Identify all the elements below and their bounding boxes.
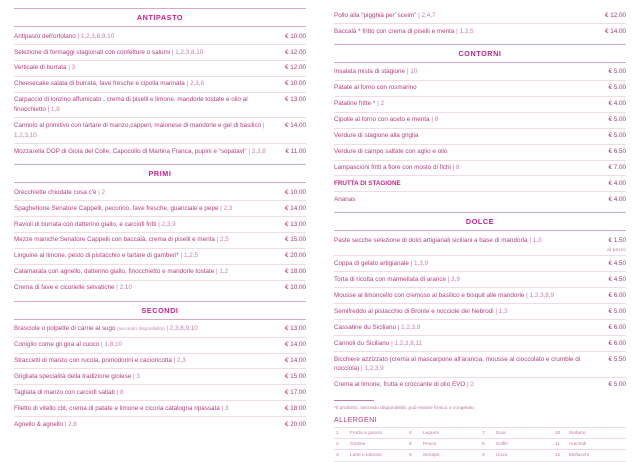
menu-item-price: € 15.00	[284, 236, 306, 244]
menu-item-name: Cheesecake salata di burrata, fave fresche e cipolla marinata | 2,3,8	[14, 80, 204, 88]
menu-item-price: € 1.50 al pezzo	[592, 236, 626, 253]
menu-item-price: € 6.00	[608, 323, 626, 331]
menu-item-allergens: | 8	[116, 388, 124, 396]
allergen-number: 9	[480, 450, 494, 461]
menu-item-row	[14, 401, 306, 417]
menu-item-name: Carpaccio di lonzino affumicato , crema di piselli e limone, mandorle tostate e olio al finocchietto | 1,8	[14, 96, 248, 114]
menu-item-row	[14, 385, 306, 401]
menu-item-price: € 12.00	[284, 48, 306, 56]
menu-item-row	[334, 145, 626, 161]
menu-item-price: € 5.00	[608, 381, 626, 389]
menu-item-name: Cannolo al primitivo con tartare di manzo,capperi, maionese di mandorle e gel di basilico | 1,2,3,10	[14, 122, 265, 139]
allergen-number: 12	[553, 450, 567, 461]
menu-item-allergens: | 1,2	[215, 268, 229, 276]
menu-item-price: € 14.00	[604, 27, 626, 35]
menu-item-row	[334, 113, 626, 129]
menu-item-allergens: | 1,3	[495, 307, 508, 315]
menu-item-allergens: | 3,9	[447, 275, 460, 283]
menu-item-allergens: | 1,2,3,8,11	[391, 339, 422, 347]
menu-item-price: € 14.00	[284, 357, 306, 365]
menu-item-price: € 14.00	[284, 204, 306, 212]
menu-item-row	[14, 201, 306, 217]
menu-item-name: Straccetti di manzo con rucola, pomodorini e cacioricotta | 2,3	[14, 357, 186, 365]
menu-item-allergens: | 1,8	[47, 106, 60, 114]
menu-item-row	[14, 144, 306, 159]
menu-item-name: Coniglio come gli gira al cuoco | 1,8,10	[14, 341, 123, 349]
menu-item-allergens: | 1,2,5	[180, 252, 199, 260]
menu-item-row	[14, 369, 306, 385]
menu-item-price: € 4.00	[608, 180, 626, 188]
menu-item-name: Cassatine du Sicilianu | 1,2,3,9	[334, 323, 421, 331]
menu-item-price: € 13.00	[284, 220, 306, 228]
menu-item-row	[334, 304, 626, 320]
menu-item-row	[14, 45, 306, 61]
menu-item-name: Lampascioni fritti a fiore con mosto di fichi | 8	[334, 164, 460, 172]
section-header: DOLCE	[334, 212, 626, 231]
menu-item-price: € 14.00	[284, 122, 306, 130]
allergen-number: 5	[407, 439, 421, 450]
menu-item-row	[334, 272, 626, 288]
allergen-label: Sedano	[567, 427, 626, 438]
menu-item-row	[14, 185, 306, 201]
menu-item-price: € 5.00	[608, 132, 626, 140]
menu-item-name: Paste secche selezione di dolci artigianali siciliani a base di mandorla | 1,3	[334, 236, 542, 244]
menu-item-allergens: | 3	[133, 373, 140, 381]
allergen-number: 4	[407, 427, 421, 438]
menu-item-row	[334, 378, 626, 393]
menu-item-name: Insalata mista di stagione | 10	[334, 68, 418, 76]
menu-item-row	[14, 322, 306, 338]
menu-item-name: Crema al limone, frutta e croccante di olio EVO | 2	[334, 381, 474, 389]
menu-section	[14, 301, 306, 433]
menu-item-allergens: | 1,2,3,8,10	[171, 48, 204, 56]
menu-item-allergens: | 1,2,3,9	[360, 365, 384, 373]
menu-item-name: Crema di fave e cicorielle selvatiche | 2,10	[14, 284, 132, 292]
menu-item-name: Grigliata specialità della tradizione gioiese | 3	[14, 373, 140, 381]
menu-item-price: € 12.00	[604, 11, 626, 19]
menu-item-name: Mousse al limoncello con cremoso al basilico e bisquit alle mandorle | 1,2,3,8,9	[334, 291, 555, 299]
menu-item-price-note: al pezzo	[607, 246, 626, 252]
menu-item-price: € 5.00	[608, 68, 626, 76]
menu-item-row	[14, 118, 306, 144]
menu-item-row	[334, 256, 626, 272]
menu-item-allergens: | 1,2,3,9	[397, 323, 421, 331]
menu-item-allergens: | 2	[377, 100, 384, 108]
menu-item-price: € 11.00	[285, 147, 306, 155]
menu-item-price: € 12.00	[284, 64, 306, 72]
menu-item-price: € 5.00	[608, 116, 626, 124]
menu-item-allergens: | 2,4,7	[418, 11, 436, 19]
allergen-label: Uova	[494, 450, 553, 461]
menu-item-price: € 6.00	[608, 291, 626, 299]
menu-item-allergens: | 1,2,3,8,9	[526, 291, 555, 299]
footnote-text: *Il prodotto, secondo disponibilità, può essere fresco o congelato	[334, 405, 475, 411]
menu-item-price: € 10.00	[284, 80, 306, 88]
allergen-label: Senape	[421, 450, 480, 461]
section-header: PRIMI	[14, 164, 306, 183]
menu-item-price: € 10.00	[284, 284, 306, 292]
menu-item-name: Semifreddo al pistacchio di Bronte e nocciole dei Nebrodi | 1,3	[334, 307, 508, 315]
menu-item-name: Filetto di vitello cbt, crema di patate e limone e cicoria catalogna ripassata | 3	[14, 404, 229, 412]
menu-item-row	[14, 233, 306, 249]
menu-item-name: Patatine fritte * | 2	[334, 100, 384, 108]
allergen-label: Molluschi	[567, 450, 626, 461]
allergen-number: 7	[480, 427, 494, 438]
menu-item-price: € 4.00	[608, 100, 626, 108]
menu-item-allergens: | 2,3,8	[186, 80, 204, 88]
menu-item-allergens: | 2,3,8,9,10	[166, 325, 198, 333]
allergen-label: Latte e lattosio	[348, 450, 407, 461]
menu-item-name: Verticale di burrata | 3	[14, 64, 76, 72]
allergens-title: ALLERGENI	[334, 416, 377, 424]
menu-item-price: € 20.00	[284, 252, 306, 260]
menu-item-name: Mozzarella DOP di Gioia del Colle, Capocollo di Martina Franca, pupini e "sopatavl" | 2,3,8	[14, 147, 266, 155]
menu-section	[14, 8, 306, 159]
menu-item-note: (secondo disponibilità)	[117, 327, 167, 333]
menu-item-row	[14, 77, 306, 93]
menu-item-row	[334, 24, 626, 39]
menu-item-price: € 13.00	[284, 96, 306, 104]
menu-item-name: Ananas	[334, 195, 356, 203]
menu-item-name: Brasciole o polpette di carne al sugo (secondo disponibilità) | 2,3,8,9,10	[14, 325, 198, 333]
menu-item-allergens: | 2	[467, 381, 474, 389]
allergens-table-row	[334, 427, 626, 438]
menu-item-allergens: | 2,3	[220, 204, 233, 212]
menu-left-column	[0, 8, 320, 452]
menu-item-name: Antipasto dell'ortolano | 1,2,3,8,9,10	[14, 32, 115, 40]
menu-item-name: Bicchiere azzizzato (crema al mascarpone all'arancia, mousse al cioccolato e crumble di nocciola) | 1,2,3,9	[334, 355, 581, 373]
menu-item-name: Linguine al limone, pesto di pistacchio e tartare di gamberi* | 1,2,5	[14, 252, 199, 260]
allergen-number: 3	[334, 450, 348, 461]
menu-item-row	[334, 233, 626, 256]
menu-item-row	[334, 352, 626, 378]
menu-item-row	[14, 61, 306, 77]
allergen-number: 8	[480, 439, 494, 450]
menu-item-row	[14, 217, 306, 233]
menu-item-row	[14, 281, 306, 296]
menu-item-allergens: | 2	[98, 188, 106, 196]
menu-item-price: € 4.00	[608, 195, 626, 203]
menu-item-name: Baccalà * fritto con crema di piselli e menta | 1,2,5	[334, 27, 474, 35]
menu-item-price: € 4.50	[608, 259, 626, 267]
allergen-label: Arachidi	[567, 439, 626, 450]
menu-item-price: € 10.00	[284, 32, 306, 40]
menu-item-name: Coppa di gelato artigianale | 1,3,9	[334, 259, 429, 267]
menu-item-row	[14, 354, 306, 370]
allergens-table-row	[334, 439, 626, 450]
menu-item-name: Cannoli du Sicilianu | 1,2,3,8,11	[334, 339, 422, 347]
menu-item-name: Tagliata di manzo con carciofi saltati | 8	[14, 388, 124, 396]
menu-item-allergens: | 2,10	[116, 284, 132, 292]
menu-item-name: Ravioli di burrata con datterino giallo, e carciofi fritti | 2,3,9	[14, 220, 176, 228]
menu-item-row	[334, 320, 626, 336]
menu-item-allergens: | 3	[221, 404, 229, 412]
menu-item-name: Verdure di stagione alla griglia	[334, 132, 419, 140]
menu-item-row	[334, 81, 626, 97]
menu-item-row	[14, 265, 306, 281]
allergen-number: 11	[553, 439, 567, 450]
menu-right-column	[320, 8, 640, 458]
menu-item-row	[14, 29, 306, 45]
menu-item-price: € 5.50	[608, 355, 626, 363]
allergen-number: 1	[334, 427, 348, 438]
menu-item-row	[14, 338, 306, 354]
allergen-label: Legumi	[421, 427, 480, 438]
menu-item-allergens: | 2,3	[173, 357, 186, 365]
menu-item-name: Patate al forno con rosmarino	[334, 84, 417, 92]
menu-item-allergens: | 1,2,3,8,9,10	[77, 32, 115, 40]
menu-item-row	[14, 249, 306, 265]
allergen-number: 6	[407, 450, 421, 461]
menu-item-price: € 7.00	[608, 164, 626, 172]
allergen-label: Soia	[494, 427, 553, 438]
allergen-label: Pesce	[421, 439, 480, 450]
allergen-number: 2	[334, 439, 348, 450]
menu-item-row	[334, 65, 626, 81]
menu-item-allergens: | 1,2,3,10	[14, 122, 265, 139]
menu-item-price: € 4.50	[608, 275, 626, 283]
menu-section	[334, 8, 626, 39]
menu-item-price: € 5.00	[608, 84, 626, 92]
section-header: CONTORNI	[334, 44, 626, 63]
menu-item-price: € 6.00	[608, 339, 626, 347]
menu-item-row	[334, 176, 626, 192]
menu-item-allergens: | 1,3	[529, 236, 542, 244]
footnote-divider	[334, 400, 374, 401]
menu-section	[334, 212, 626, 392]
menu-item-name: Orecchiette chiodate cosa c'è | 2	[14, 188, 106, 196]
menu-item-price: € 15.00	[284, 373, 306, 381]
menu-item-allergens: | 8	[431, 116, 439, 124]
menu-item-name: Torta di ricotta con marmellata di arance | 3,9	[334, 275, 460, 283]
menu-item-price: € 17.00	[284, 388, 306, 396]
menu-item-row	[334, 161, 626, 177]
allergen-number: 10	[553, 427, 567, 438]
allergens-table	[334, 427, 626, 462]
menu-item-name: Pollo alla "pigghià per' sceim" | 2,4,7	[334, 11, 436, 19]
menu-section	[334, 44, 626, 207]
menu-item-allergens: | 1,2,5	[456, 27, 474, 35]
menu-item-allergens: | 2,8	[64, 420, 77, 428]
menu-item-allergens: | 1,3,9	[410, 259, 429, 267]
allergen-label: Frutta a guscio	[348, 427, 407, 438]
allergen-label: Glutine	[348, 439, 407, 450]
menu-item-price: € 5.00	[608, 307, 626, 315]
menu-item-name: Selezione di formaggi stagionati con confetture o salumi | 1,2,3,8,10	[14, 48, 204, 56]
menu-item-row	[334, 192, 626, 207]
menu-item-row	[14, 417, 306, 432]
menu-item-price: € 18.00	[284, 404, 306, 412]
menu-item-name: FRUTTA DI STAGIONE	[334, 180, 401, 188]
menu-item-allergens: | 2,3,8	[248, 147, 266, 155]
menu-item-name: Verdure di campo saltate con aglio e olio	[334, 148, 448, 156]
menu-item-name: Spaghettone Senatore Cappelli, pecorino, fave fresche, guanciale e pepe | 2,3	[14, 204, 233, 212]
menu-item-price: € 10.00	[284, 188, 306, 196]
menu-item-row	[334, 129, 626, 145]
menu-item-name: Cipolle al forno con aceto e menta | 8	[334, 116, 439, 124]
allergen-label: Solfiti	[494, 439, 553, 450]
menu-item-row	[14, 93, 306, 119]
section-header: SECONDI	[14, 301, 306, 320]
menu-item-row	[334, 336, 626, 352]
section-header: ANTIPASTO	[14, 8, 306, 27]
menu-item-allergens: | 10	[406, 68, 418, 76]
menu-item-allergens: | 3	[68, 64, 76, 72]
menu-item-row	[334, 97, 626, 113]
menu-item-price: € 18.00	[284, 268, 306, 276]
menu-item-row	[334, 288, 626, 304]
menu-item-allergens: | 2,5	[216, 236, 229, 244]
menu-item-allergens: | 8	[452, 164, 460, 172]
menu-section	[14, 164, 306, 296]
menu-item-price: € 13.00	[284, 325, 306, 333]
menu-item-name: Agnello & agnello | 2,8	[14, 420, 77, 428]
menu-item-price: € 20.00	[284, 420, 306, 428]
menu-item-name: Calamarata con agnello, datterino giallo, finocchietto e mandorle tostate | 1,2	[14, 268, 229, 276]
menu-item-allergens: | 2,3,9	[158, 220, 176, 228]
menu-item-price: € 6.50	[608, 148, 626, 156]
menu-item-price: € 14.00	[284, 341, 306, 349]
menu-item-row	[334, 8, 626, 24]
menu-item-allergens: | 1,8,10	[101, 341, 123, 349]
menu-item-name: Mezze maniche Senatore Cappelli con baccalà, crema di piselli e menta | 2,5	[14, 236, 229, 244]
